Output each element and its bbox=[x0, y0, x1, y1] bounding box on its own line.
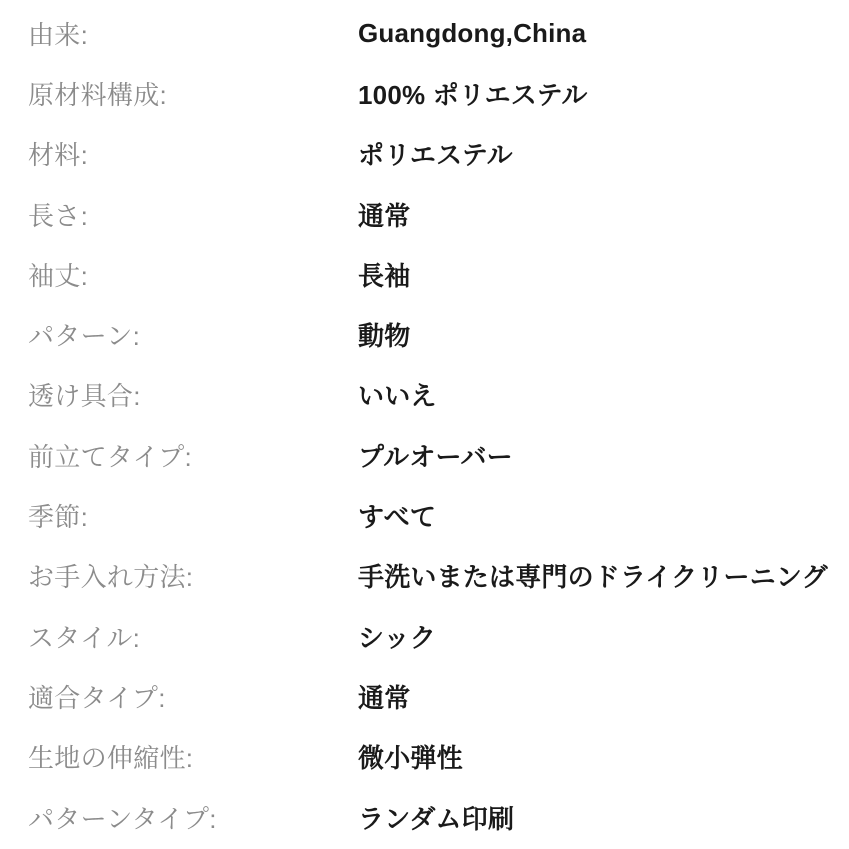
spec-label: スタイル: bbox=[28, 622, 141, 653]
spec-value: 100% ポリエステル bbox=[358, 79, 588, 110]
spec-label: パターン: bbox=[28, 321, 141, 352]
spec-row bbox=[28, 365, 839, 425]
spec-label: 前立てタイプ: bbox=[28, 441, 193, 472]
spec-row bbox=[28, 485, 839, 545]
spec-row bbox=[28, 727, 839, 787]
spec-value: 通常 bbox=[358, 200, 411, 231]
spec-label: 適合タイプ: bbox=[28, 682, 166, 713]
spec-row bbox=[28, 3, 839, 63]
spec-value: 手洗いまたは専門のドライクリーニング bbox=[358, 562, 828, 593]
spec-row bbox=[28, 124, 839, 184]
spec-value: いいえ bbox=[358, 381, 437, 412]
spec-row bbox=[28, 425, 839, 485]
spec-row bbox=[28, 787, 839, 847]
spec-value: 微小弾性 bbox=[358, 743, 463, 774]
spec-value: 動物 bbox=[358, 321, 411, 352]
spec-value: 長袖 bbox=[358, 260, 411, 291]
spec-value: プルオーバー bbox=[358, 441, 513, 472]
spec-label: 袖丈: bbox=[28, 260, 89, 291]
spec-row bbox=[28, 666, 839, 726]
spec-row bbox=[28, 244, 839, 304]
spec-row bbox=[28, 304, 839, 364]
spec-row bbox=[28, 63, 839, 123]
spec-label: パターンタイプ: bbox=[28, 803, 217, 834]
spec-label: 原材料構成: bbox=[28, 79, 168, 110]
spec-label: お手入れ方法: bbox=[28, 562, 194, 593]
spec-row bbox=[28, 184, 839, 244]
spec-label: 生地の伸縮性: bbox=[28, 743, 194, 774]
spec-label: 季節: bbox=[28, 502, 89, 533]
spec-value: シック bbox=[358, 622, 437, 653]
spec-value: 通常 bbox=[358, 682, 411, 713]
spec-value: ポリエステル bbox=[358, 140, 513, 171]
spec-value: すべて bbox=[358, 502, 437, 533]
spec-label: 透け具合: bbox=[28, 381, 141, 412]
spec-row bbox=[28, 546, 839, 606]
spec-label: 長さ: bbox=[28, 200, 89, 231]
spec-label: 材料: bbox=[28, 140, 89, 171]
spec-value: ランダム印刷 bbox=[358, 803, 515, 834]
spec-label: 由来: bbox=[28, 19, 89, 50]
spec-value: Guangdong,China bbox=[358, 17, 587, 48]
spec-row bbox=[28, 606, 839, 666]
